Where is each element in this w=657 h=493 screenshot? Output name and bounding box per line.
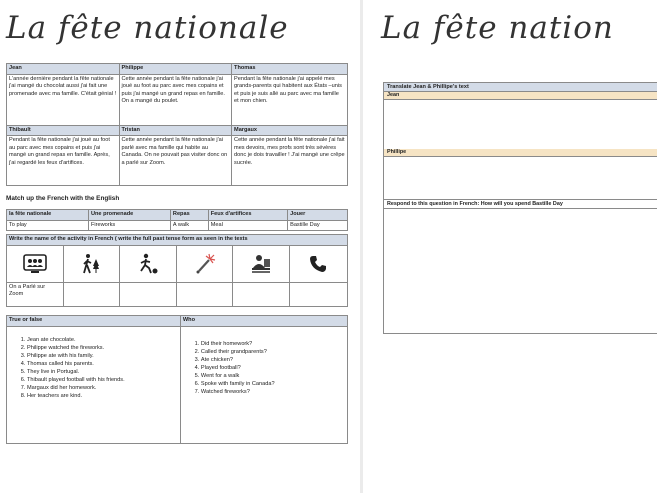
list-item: 4. Thomas called his parents. — [27, 361, 178, 369]
match-french-cell: Feux d'artifices — [208, 210, 287, 221]
texts-table — [6, 63, 348, 186]
activity-answer-cell[interactable] — [233, 282, 290, 306]
name-philippe: Philippe — [119, 64, 232, 75]
activity-answer-example: On a Parlé sur Zoom — [7, 282, 64, 306]
worksheet-page-2 — [363, 0, 657, 493]
jean-answer-area[interactable] — [384, 100, 657, 153]
match-french-cell: Une promenade — [88, 210, 170, 221]
fireworks-icon — [177, 246, 233, 282]
activity-answer-cell[interactable] — [289, 282, 347, 306]
activity-answer-cell[interactable] — [120, 282, 177, 306]
name-tristan: Tristan — [119, 125, 232, 136]
list-item: 7. Margaux did her homework. — [27, 385, 178, 393]
match-english-cell: Fireworks — [88, 220, 170, 231]
who-heading: Who — [180, 316, 347, 327]
list-item: 6. Thibault played football with his friends. — [27, 377, 178, 385]
list-item: 2. Called their grandparents? — [201, 349, 345, 357]
truefalse-list — [9, 337, 178, 401]
list-item: 2. Philippe watched the fireworks. — [27, 345, 178, 353]
list-item: 6. Spoke with family in Canada? — [201, 381, 345, 389]
phillipe-answer-area[interactable] — [384, 157, 657, 200]
list-item: 4. Played football? — [201, 365, 345, 373]
truefalse-heading: True or false — [7, 316, 181, 327]
match-english-cell: To play — [7, 220, 89, 231]
list-item: 8. Her teachers are kind. — [27, 393, 178, 401]
activity-answer-cell[interactable] — [176, 282, 233, 306]
activity-table — [6, 234, 348, 307]
jean-label: Jean — [384, 92, 657, 100]
text-thibault: Pendant la fête nationale j'ai joué au foot au parc avec mes copains et puis j'ai mangé un grand repas en famille. Après, j'ai regardé les feux d'artifices. — [7, 136, 120, 186]
match-english-cell: Meal — [208, 220, 287, 231]
text-thomas: Pendant la fête nationale j'ai appelé mes grands-parents qui habitent aux États –unis et puis je suis allé au parc avec ma famille et mon chien. — [232, 74, 348, 125]
match-french-cell: la fête nationale — [7, 210, 89, 221]
match-french-cell: Repas — [170, 210, 208, 221]
list-item: 5. Went for a walk — [201, 373, 345, 381]
activity-heading: Write the name of the activity in French ( write the full past tense form as seen in the texts — [7, 235, 348, 246]
translate-box — [383, 82, 657, 334]
walking-icon — [64, 246, 120, 282]
homework-icon — [233, 246, 289, 282]
page-title: La fête nationale — [6, 10, 289, 46]
match-heading: Match up the French with the English — [6, 195, 120, 202]
text-margaux: Cette année pendant la fête nationale j'ai fait mes devoirs, mes profs sont très sévères donc je dois travailler ! J'ai mangé une crêpe sucrée. — [232, 136, 348, 186]
text-tristan: Cette année pendant la fête nationale j'ai parlé avec ma famille qui habite au Canada. On ne pouvait pas visiter donc on a parlé sur Zoom. — [119, 136, 232, 186]
list-item: 5. They live in Portugal. — [27, 369, 178, 377]
list-item: 1. Jean ate chocolate. — [27, 337, 178, 345]
video-call-icon — [7, 246, 63, 282]
activity-answer-cell[interactable] — [63, 282, 120, 306]
name-margaux: Margaux — [232, 125, 348, 136]
list-item: 1. Did their homework? — [201, 341, 345, 349]
phone-icon — [290, 246, 347, 282]
respond-answer-area[interactable] — [384, 209, 657, 333]
list-item: 3. Philippe ate with his family. — [27, 353, 178, 361]
list-item: 7. Watched fireworks? — [201, 389, 345, 397]
quiz-table — [6, 315, 348, 444]
who-list — [183, 341, 345, 397]
match-english-cell: Bastille Day — [288, 220, 348, 231]
page-title: La fête nation — [381, 10, 614, 46]
respond-heading: Respond to this question in French: How will you spend Bastille Day — [384, 200, 657, 209]
translate-heading: Translate Jean & Phillipe's text — [384, 83, 657, 92]
text-philippe: Cette année pendant la fête nationale j'ai joué au foot au parc avec mes copains et puis j'ai mangé un grand repas en famille. On a mangé du poulet. — [119, 74, 232, 125]
match-english-cell: A walk — [170, 220, 208, 231]
match-table — [6, 209, 348, 231]
name-thibault: Thibault — [7, 125, 120, 136]
match-french-cell: Jouer — [288, 210, 348, 221]
name-thomas: Thomas — [232, 64, 348, 75]
football-icon — [120, 246, 176, 282]
text-jean: L'année dernière pendant la fête nationale j'ai mangé du chocolat aussi j'ai fait une promenade avec ma famille. C'était génial ! — [7, 74, 120, 125]
list-item: 3. Ate chicken? — [201, 357, 345, 365]
name-jean: Jean — [7, 64, 120, 75]
phillipe-label: Phillipe — [384, 149, 657, 157]
